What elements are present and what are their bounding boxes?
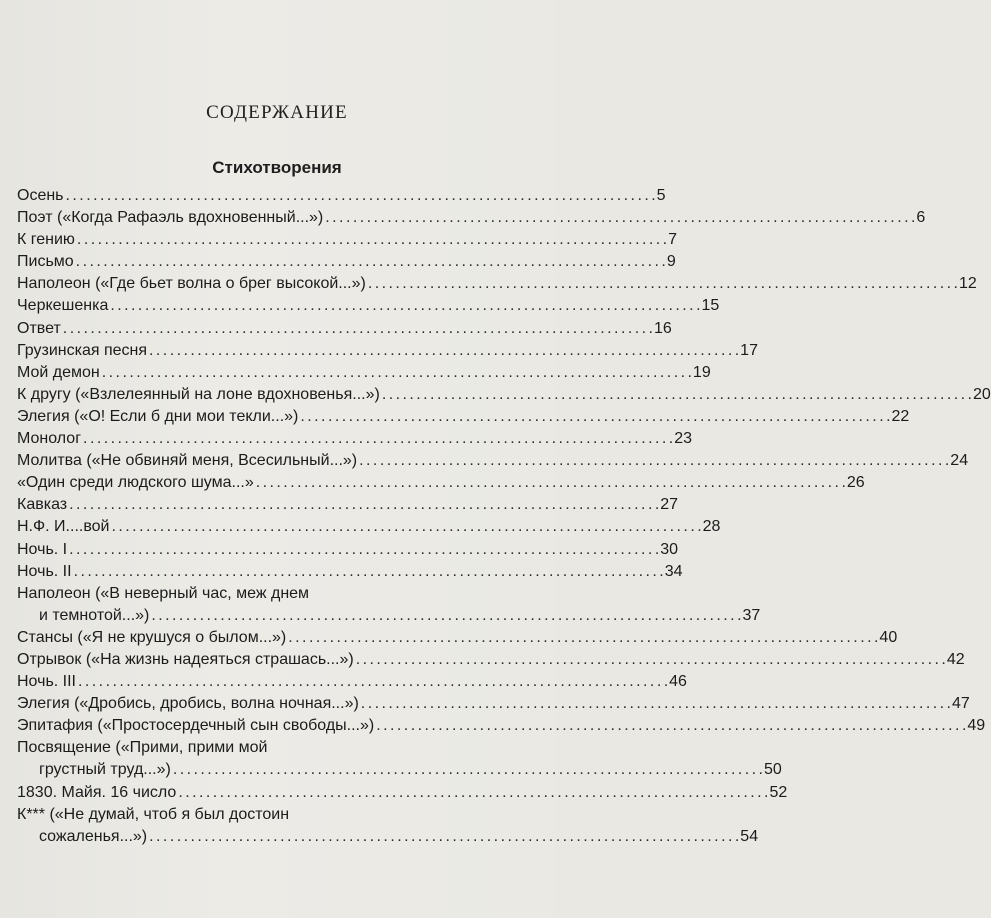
toc-entry-page: 34 bbox=[664, 562, 683, 580]
toc-entry-line2 bbox=[17, 826, 759, 848]
toc-entry bbox=[17, 185, 666, 207]
leader-dots bbox=[66, 185, 655, 207]
toc-entry bbox=[17, 671, 687, 693]
toc-entry bbox=[17, 693, 970, 715]
leader-dots bbox=[76, 251, 665, 273]
toc-entry bbox=[17, 539, 679, 561]
toc-entry-page: 6 bbox=[916, 209, 926, 227]
toc-entry-title: Эпитафия («Простосердечный сын свободы...») bbox=[17, 717, 375, 735]
toc-entry-title: Черкешенка bbox=[17, 297, 109, 315]
toc-entry bbox=[17, 472, 865, 494]
toc-entry-page: 47 bbox=[951, 695, 970, 713]
toc-entry-title: Ночь. II bbox=[17, 562, 72, 580]
leader-dots bbox=[325, 207, 914, 229]
leader-dots bbox=[361, 693, 950, 715]
toc-entry-title: К другу («Взлелеянный на лоне вдохновенья...») bbox=[17, 385, 380, 403]
toc-entry bbox=[17, 273, 977, 295]
toc-entry-title: Элегия («Дробись, дробись, волна ночная...») bbox=[17, 695, 359, 713]
toc-entry-multiline bbox=[17, 804, 759, 848]
leader-dots bbox=[256, 472, 845, 494]
leader-dots bbox=[149, 340, 738, 362]
toc-entry-page: 46 bbox=[669, 673, 687, 691]
toc-entry bbox=[17, 494, 679, 516]
toc-entry-multiline bbox=[17, 737, 782, 781]
toc-entry-title: Ответ bbox=[17, 319, 61, 337]
toc-entry-title: Ночь. I bbox=[17, 540, 68, 558]
toc-entry-title: Ночь. III bbox=[17, 673, 76, 691]
leader-dots bbox=[69, 494, 658, 516]
toc-entry-page: 54 bbox=[740, 827, 759, 845]
table-of-contents bbox=[17, 185, 991, 848]
leader-dots bbox=[376, 715, 965, 737]
toc-entry bbox=[17, 561, 683, 583]
toc-entry bbox=[17, 362, 711, 384]
toc-entry-line2 bbox=[17, 759, 782, 781]
toc-entry bbox=[17, 406, 910, 428]
page-title: СОДЕРЖАНИЕ bbox=[206, 102, 348, 123]
leader-dots bbox=[83, 428, 672, 450]
leader-dots bbox=[63, 318, 652, 340]
toc-entry-title: Поэт («Когда Рафаэль вдохновенный...») bbox=[17, 209, 324, 227]
leader-dots bbox=[382, 384, 971, 406]
toc-entry-title-line2: сожаленья...») bbox=[39, 827, 148, 845]
leader-dots bbox=[300, 406, 889, 428]
toc-entry-page: 23 bbox=[674, 430, 692, 448]
toc-entry-title-line2: и темнотой...») bbox=[39, 606, 150, 624]
toc-entry-page: 16 bbox=[653, 319, 672, 337]
toc-entry-page: 17 bbox=[740, 341, 758, 359]
toc-entry bbox=[17, 340, 758, 362]
toc-entry-title: К гению bbox=[17, 231, 75, 249]
leader-dots bbox=[74, 561, 663, 583]
toc-entry-page: 19 bbox=[692, 363, 711, 381]
toc-entry-title: Элегия («О! Если б дни мои текли...») bbox=[17, 407, 299, 425]
toc-entry-title: Стансы («Я не крушуся о былом...») bbox=[17, 628, 287, 646]
toc-entry-page: 26 bbox=[846, 474, 865, 492]
toc-entry-page: 49 bbox=[967, 717, 986, 735]
toc-entry bbox=[17, 450, 969, 472]
toc-entry-title-line1: Посвящение («Прими, прими мой bbox=[17, 739, 268, 757]
leader-dots bbox=[288, 627, 877, 649]
leader-dots bbox=[69, 539, 658, 561]
toc-entry bbox=[17, 207, 926, 229]
toc-entry bbox=[17, 627, 898, 649]
toc-entry-page: 52 bbox=[769, 783, 788, 801]
toc-entry-title-line2: грустный труд...») bbox=[39, 761, 171, 779]
leader-dots bbox=[102, 362, 691, 384]
toc-entry bbox=[17, 782, 788, 804]
toc-entry-title: Наполеон («Где бьет волна о брег высокой...») bbox=[17, 275, 366, 293]
toc-entry bbox=[17, 649, 965, 671]
toc-entry bbox=[17, 516, 721, 538]
toc-entry bbox=[17, 384, 991, 406]
toc-entry-page: 12 bbox=[959, 275, 977, 293]
leader-dots bbox=[178, 782, 767, 804]
toc-entry-page: 37 bbox=[742, 606, 761, 624]
leader-dots bbox=[78, 671, 667, 693]
toc-entry-title-line1: Наполеон («В неверный час, меж днем bbox=[17, 584, 310, 602]
toc-entry-page: 50 bbox=[764, 761, 782, 779]
toc-entry-title: Кавказ bbox=[17, 496, 68, 514]
leader-dots bbox=[77, 229, 666, 251]
toc-entry-title: Мой демон bbox=[17, 363, 100, 381]
toc-entry-title: «Один среди людского шума...» bbox=[17, 474, 254, 492]
toc-entry-title: Письмо bbox=[17, 253, 74, 271]
toc-entry-page: 24 bbox=[950, 452, 969, 470]
toc-entry-page: 42 bbox=[946, 650, 965, 668]
section-title: Стихотворения bbox=[212, 158, 342, 177]
toc-entry-page: 22 bbox=[891, 407, 910, 425]
toc-entry bbox=[17, 318, 672, 340]
toc-entry-page: 30 bbox=[660, 540, 679, 558]
leader-dots bbox=[149, 826, 738, 848]
toc-entry-title: Отрывок («На жизнь надеяться страшась...») bbox=[17, 650, 354, 668]
toc-entry-page: 28 bbox=[702, 518, 721, 536]
toc-entry bbox=[17, 295, 720, 317]
toc-entry-page: 9 bbox=[666, 253, 676, 271]
leader-dots bbox=[356, 649, 945, 671]
leader-dots bbox=[368, 273, 957, 295]
toc-entry-title-line1: К*** («Не думай, чтоб я был достоин bbox=[17, 805, 290, 823]
toc-entry-line2 bbox=[17, 605, 761, 627]
leader-dots bbox=[112, 516, 701, 538]
toc-entry-page: 5 bbox=[656, 187, 666, 204]
toc-entry-title: Н.Ф. И....вой bbox=[17, 518, 110, 536]
toc-entry-title: Осень bbox=[17, 187, 64, 204]
toc-entry bbox=[17, 251, 676, 273]
toc-entry-page: 7 bbox=[668, 231, 677, 249]
toc-entry bbox=[17, 428, 692, 450]
toc-entry-title: Грузинская песня bbox=[17, 341, 148, 359]
leader-dots bbox=[151, 605, 740, 627]
toc-entry-page: 40 bbox=[879, 628, 898, 646]
toc-entry bbox=[17, 715, 986, 737]
toc-entry-page: 27 bbox=[660, 496, 679, 514]
toc-entry-page: 20 bbox=[972, 385, 991, 403]
toc-entry-title: Молитва («Не обвиняй меня, Всесильный...») bbox=[17, 452, 358, 470]
leader-dots bbox=[173, 759, 762, 781]
toc-entry-page: 15 bbox=[701, 297, 720, 315]
toc-entry bbox=[17, 229, 677, 251]
leader-dots bbox=[359, 450, 948, 472]
toc-entry-title: Монолог bbox=[17, 430, 82, 448]
toc-entry-title: 1830. Майя. 16 число bbox=[17, 783, 177, 801]
leader-dots bbox=[110, 295, 699, 317]
toc-entry-multiline bbox=[17, 583, 761, 627]
